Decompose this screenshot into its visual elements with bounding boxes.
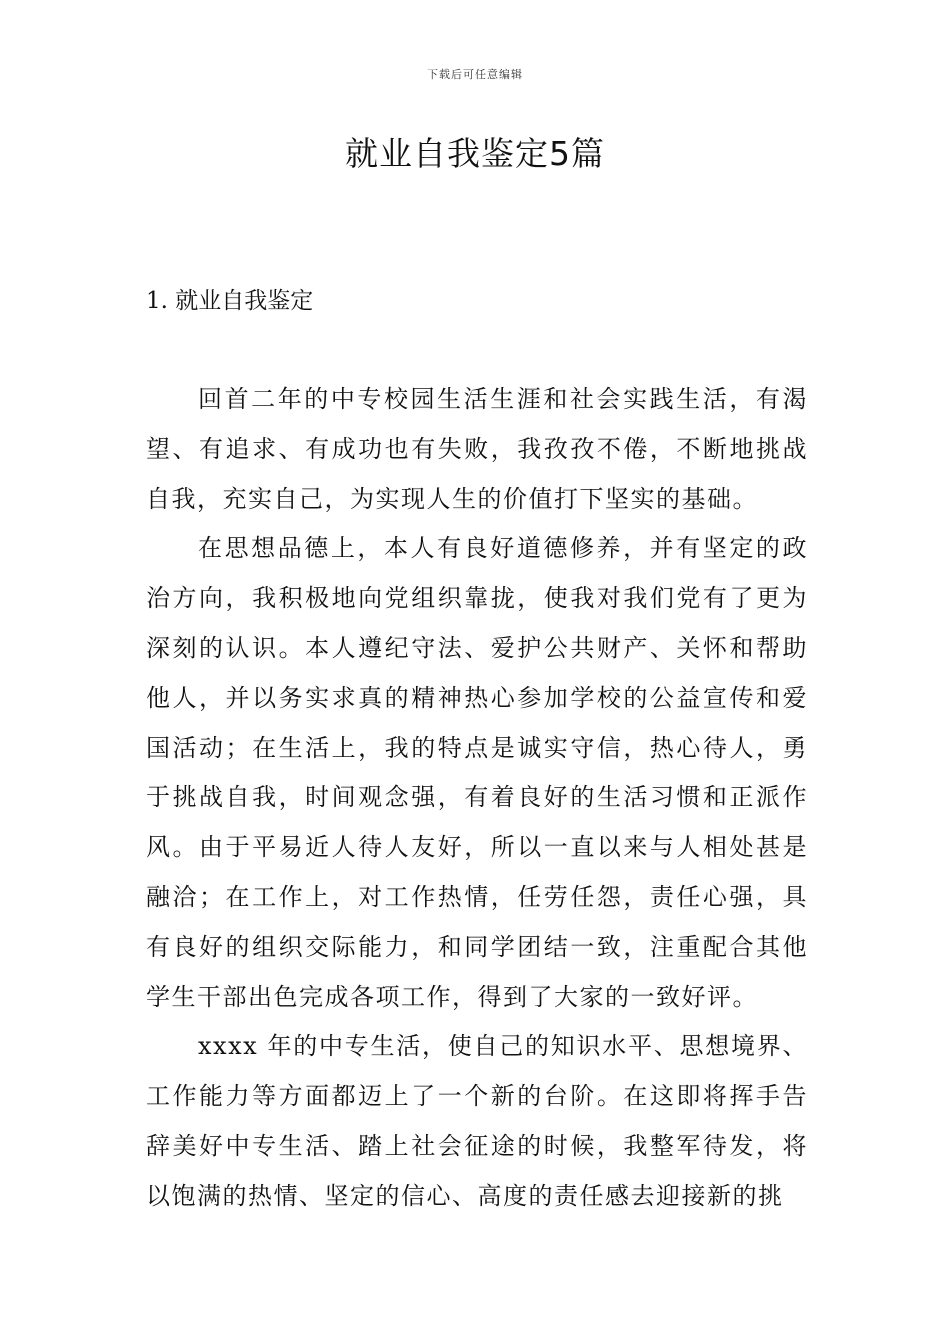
- paragraph-2: 在思想品德上，本人有良好道德修养，并有坚定的政治方向，我积极地向党组织靠拢，使我对我们党有了更为深刻的认识。本人遵纪守法、爱护公共财产、关怀和帮助他人，并以务实求真的精神热心参加学校的公益宣传和爱国活动；在生活上，我的特点是诚实守信，热心待人，勇于挑战自我，时间观念强，有着良好的生活习惯和正派作风。由于平易近人待人友好，所以一直以来与人相处甚是融洽；在工作上，对工作热情，任劳任怨，责任心强，具有良好的组织交际能力，和同学团结一致，注重配合其他学生干部出色完成各项工作，得到了大家的一致好评。: [146, 534, 808, 1011]
- body-text: [146, 375, 808, 1222]
- document-title: 就业自我鉴定5篇: [345, 134, 605, 173]
- paragraph-3: xxxx 年的中专生活，使自己的知识水平、思想境界、工作能力等方面都迈上了一个新的台阶。在这即将挥手告辞美好中专生活、踏上社会征途的时候，我整军待发，将以饱满的热情、坚定的信心、高度的责任感去迎接新的挑: [146, 1032, 808, 1210]
- header-note: 下载后可任意编辑: [427, 68, 523, 81]
- section-heading: 1. 就业自我鉴定: [146, 288, 314, 314]
- paragraph-1: 回首二年的中专校园生活生涯和社会实践生活，有渴望、有追求、有成功也有失败，我孜孜不倦，不断地挑战自我，充实自己，为实现人生的价值打下坚实的基础。: [146, 385, 808, 513]
